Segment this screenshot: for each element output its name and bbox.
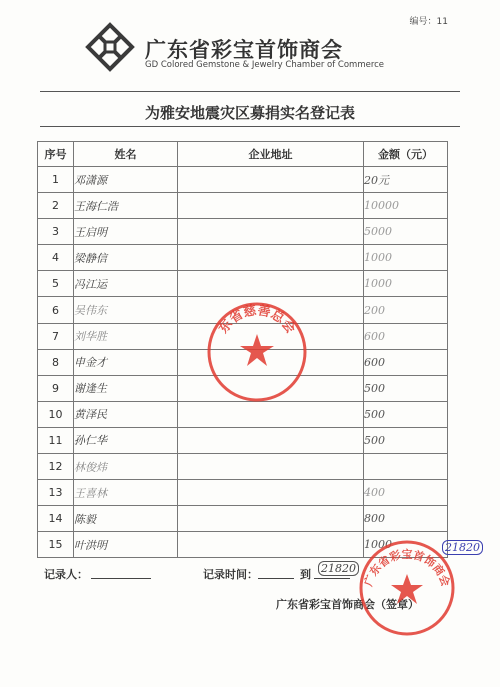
donor-address [178, 506, 364, 532]
table-row [38, 193, 448, 219]
row-number: 11 [38, 427, 74, 453]
row-number: 4 [38, 245, 74, 271]
row-number: 5 [38, 271, 74, 297]
donor-address [178, 219, 364, 245]
donation-amount [364, 454, 448, 480]
donor-name: 王启明 [74, 219, 178, 245]
donor-address [178, 532, 364, 558]
title-divider [40, 126, 460, 127]
row-number: 15 [38, 532, 74, 558]
donor-address [178, 245, 364, 271]
column-header-address: 企业地址 [178, 142, 364, 167]
donation-amount: 20元 [364, 167, 448, 193]
chamber-seal-text: 广东省彩宝首饰商会 [361, 548, 453, 588]
header-divider [40, 91, 460, 92]
row-number: 3 [38, 219, 74, 245]
donation-amount: 500 [364, 375, 448, 401]
donor-address [178, 193, 364, 219]
record-time-start-line [258, 578, 294, 579]
donor-address [178, 167, 364, 193]
donor-name: 林俊炜 [74, 454, 178, 480]
table-row [38, 167, 448, 193]
form-title: 为雅安地震灾区募捐实名登记表 [144, 104, 355, 122]
donation-amount: 600 [364, 323, 448, 349]
donation-amount: 5000 [364, 219, 448, 245]
donor-address [178, 454, 364, 480]
donor-address [178, 480, 364, 506]
donation-amount: 10000 [364, 193, 448, 219]
donor-name: 叶洪明 [74, 532, 178, 558]
column-header-name: 姓名 [74, 142, 178, 167]
table-row [38, 506, 448, 532]
row-number: 7 [38, 323, 74, 349]
signing-organization: 广东省彩宝首饰商会（签章） [276, 598, 419, 611]
donor-name: 申金才 [74, 349, 178, 375]
donation-amount: 1000 [364, 532, 448, 558]
donor-name: 梁静信 [74, 245, 178, 271]
donor-name: 冯江运 [74, 271, 178, 297]
table-header-row [38, 142, 448, 167]
row-number: 10 [38, 401, 74, 427]
donor-name: 陈毅 [74, 506, 178, 532]
row-number: 9 [38, 375, 74, 401]
handwritten-date: 21820 [318, 561, 359, 576]
row-number: 13 [38, 480, 74, 506]
charity-seal-text: 东省慈善总会 [216, 303, 298, 337]
row-number: 8 [38, 349, 74, 375]
column-header-amount: 金额（元） [364, 142, 448, 167]
svg-text:东省慈善总会 [215, 302, 298, 336]
recorder-label: 记录人： [44, 568, 88, 581]
donor-name: 谢逢生 [74, 375, 178, 401]
row-number: 12 [38, 454, 74, 480]
table-row [38, 271, 448, 297]
donor-name: 吴伟东 [74, 297, 178, 323]
record-time-to-label: 到 [300, 568, 311, 581]
table-row [38, 427, 448, 453]
row-number: 2 [38, 193, 74, 219]
donor-name: 刘华胜 [74, 323, 178, 349]
donor-name: 王喜林 [74, 480, 178, 506]
row-number: 6 [38, 297, 74, 323]
donor-name: 王海仁浩 [74, 193, 178, 219]
org-name-cn: 广东省彩宝首饰商会 [145, 38, 343, 62]
donation-amount: 200 [364, 297, 448, 323]
row-number: 1 [38, 167, 74, 193]
document-number: 编号：11 [409, 17, 448, 27]
chamber-logo-icon [85, 22, 135, 72]
charity-federation-seal-icon [205, 300, 309, 404]
donation-amount: 400 [364, 480, 448, 506]
record-time-end-line [314, 578, 350, 579]
row-number: 14 [38, 506, 74, 532]
record-time-label: 记录时间： [203, 568, 258, 581]
chamber-seal-icon [357, 538, 457, 638]
donor-address [178, 271, 364, 297]
donation-amount: 500 [364, 427, 448, 453]
table-row [38, 401, 448, 427]
donation-amount: 1000 [364, 271, 448, 297]
org-name-en: GD Colored Gemstone & Jewelry Chamber of Commerce [145, 60, 385, 70]
donor-name: 邓潇源 [74, 167, 178, 193]
margin-note: 21820 [442, 540, 483, 555]
table-row [38, 245, 448, 271]
donation-amount: 800 [364, 506, 448, 532]
donation-amount: 600 [364, 349, 448, 375]
table-row [38, 480, 448, 506]
recorder-signature-line [91, 578, 151, 579]
donor-address [178, 427, 364, 453]
donation-amount: 500 [364, 401, 448, 427]
donor-name: 孙仁华 [74, 427, 178, 453]
donor-name: 黄泽民 [74, 401, 178, 427]
table-row [38, 454, 448, 480]
column-header-number: 序号 [38, 142, 74, 167]
table-row [38, 219, 448, 245]
donation-amount: 1000 [364, 245, 448, 271]
donor-address [178, 401, 364, 427]
